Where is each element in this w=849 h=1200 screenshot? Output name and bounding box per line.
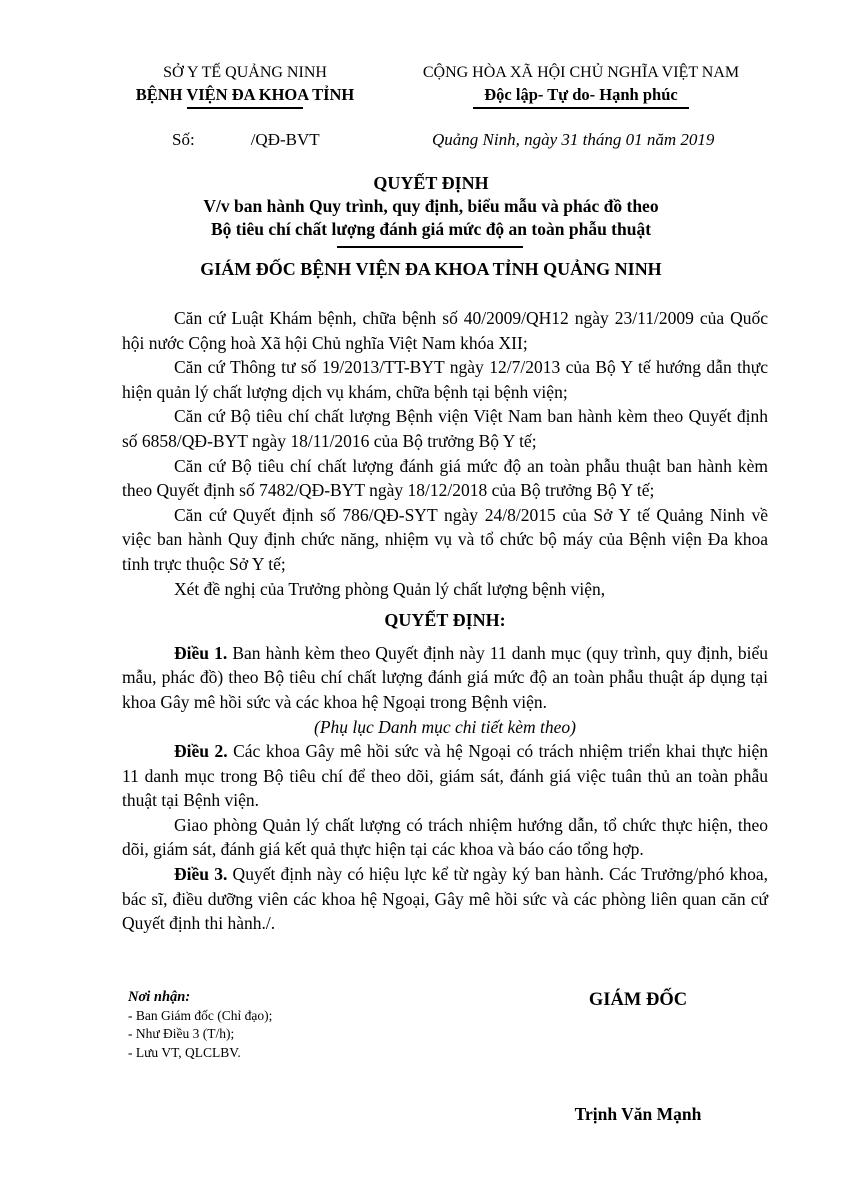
document-number-label: Số: xyxy=(172,130,195,149)
document-title xyxy=(100,172,762,241)
decision-heading: QUYẾT ĐỊNH: xyxy=(384,610,506,631)
article-3-label: Điều 3. xyxy=(174,864,228,885)
recipients-block xyxy=(128,988,272,1062)
article-2-label: Điều 2. xyxy=(174,741,228,762)
recipient-item: - Như Điều 3 (T/h); xyxy=(128,1026,235,1041)
article-2 xyxy=(122,739,768,813)
article-3 xyxy=(122,862,768,936)
document-number-code: /QĐ-BVT xyxy=(250,130,320,149)
recipient-item: - Lưu VT, QLCLBV. xyxy=(128,1044,241,1060)
country-name: CỘNG HÒA XÃ HỘI CHỦ NGHĨA VIỆT NAM xyxy=(422,64,740,81)
issuer-parent: SỞ Y TẾ QUẢNG NINH xyxy=(163,64,327,81)
national-motto: Độc lập- Tự do- Hạnh phúc xyxy=(484,85,678,104)
article-1-text: Ban hành kèm theo Quyết định này 11 danh mục (quy trình, quy định, biểu mẫu, phác đồ) theo Bộ tiêu chí chất lượng đánh giá mức độ an toàn phẫu thuật áp dụng tại khoa Gây mê hồi sức và các khoa hệ Ngoại trong Bệnh viện. xyxy=(122,642,769,712)
motto-underline xyxy=(473,107,689,109)
basis-paragraph: Căn cứ Luật Khám bệnh, chữa bệnh số 40/2009/QH12 ngày 23/11/2009 của Quốc hội nước Cộng hoà Xã hội Chủ nghĩa Việt Nam khóa XII; xyxy=(122,308,768,353)
article-2-continuation: Giao phòng Quản lý chất lượng có trách nhiệm hướng dẫn, tổ chức thực hiện, theo dõi, giám sát, đánh giá kết quả thực hiện tại các khoa và báo cáo tổng hợp. xyxy=(122,814,768,860)
signer-title: GIÁM ĐỐC xyxy=(588,990,688,1010)
recipient-item: - Ban Giám đốc (Chỉ đạo); xyxy=(128,1007,273,1023)
national-heading xyxy=(400,62,762,109)
article-1 xyxy=(122,641,768,715)
issuer-name: BỆNH VIỆN ĐA KHOA TỈNH xyxy=(135,85,355,104)
issuer-block xyxy=(100,62,390,109)
article-2-text: Các khoa Gây mê hồi sức và hệ Ngoại có trách nhiệm triển khai thực hiện 11 danh mục trong Bộ tiêu chí để theo dõi, giám sát, đánh giá việc tuân thủ an toàn phẫu thuật tại Bệnh viện. xyxy=(122,741,768,811)
signer-name: Trịnh Văn Mạnh xyxy=(574,1104,702,1124)
document-body xyxy=(122,306,768,936)
basis-paragraph: Căn cứ Bộ tiêu chí chất lượng đánh giá mức độ an toàn phẫu thuật ban hành kèm theo Quyết định số 7482/QĐ-BYT ngày 18/12/2018 của Bộ trưởng Bộ Y tế; xyxy=(122,455,768,501)
article-1-label: Điều 1. xyxy=(174,642,228,663)
basis-paragraph: Căn cứ Thông tư số 19/2013/TT-BYT ngày 12/7/2013 của Bộ Y tế hướng dẫn thực hiện quản lý chất lượng dịch vụ khám, chữa bệnh tại bệnh viện; xyxy=(122,357,768,402)
title-underline xyxy=(337,246,523,248)
recipients-heading: Nơi nhận: xyxy=(128,989,191,1005)
title-type: QUYẾT ĐỊNH xyxy=(373,173,489,193)
appendix-note: (Phụ lục Danh mục chi tiết kèm theo) xyxy=(314,716,576,737)
authority-heading: GIÁM ĐỐC BỆNH VIỆN ĐA KHOA TỈNH QUẢNG NINH xyxy=(200,259,662,279)
title-subject-line1: V/v ban hành Quy trình, quy định, biểu mẫu và phác đồ theo xyxy=(203,196,659,216)
document-date: Quảng Ninh, ngày 31 tháng 01 năm 2019 xyxy=(432,130,715,149)
basis-paragraph: Căn cứ Quyết định số 786/QĐ-SYT ngày 24/8/2015 của Sở Y tế Quảng Ninh về việc ban hành Quy định chức năng, nhiệm vụ và tổ chức bộ máy của Bệnh viện Đa khoa tỉnh trực thuộc Sở Y tế; xyxy=(122,504,768,574)
basis-paragraph: Căn cứ Bộ tiêu chí chất lượng Bệnh viện Việt Nam ban hành kèm theo Quyết định số 6858/QĐ-BYT ngày 18/11/2016 của Bộ trưởng Bộ Y tế; xyxy=(122,406,768,451)
title-subject-line2: Bộ tiêu chí chất lượng đánh giá mức độ an toàn phẫu thuật xyxy=(210,219,652,239)
basis-paragraph: Xét đề nghị của Trưởng phòng Quản lý chất lượng bệnh viện, xyxy=(174,578,606,599)
issuer-underline xyxy=(187,107,303,109)
article-3-text: Quyết định này có hiệu lực kể từ ngày ký ban hành. Các Trưởng/phó khoa, bác sĩ, điều dưỡng viên các khoa hệ Ngoại, Gây mê hồi sức và các phòng liên quan căn cứ Quyết định thi hành./. xyxy=(122,864,768,934)
document-number xyxy=(172,130,320,150)
